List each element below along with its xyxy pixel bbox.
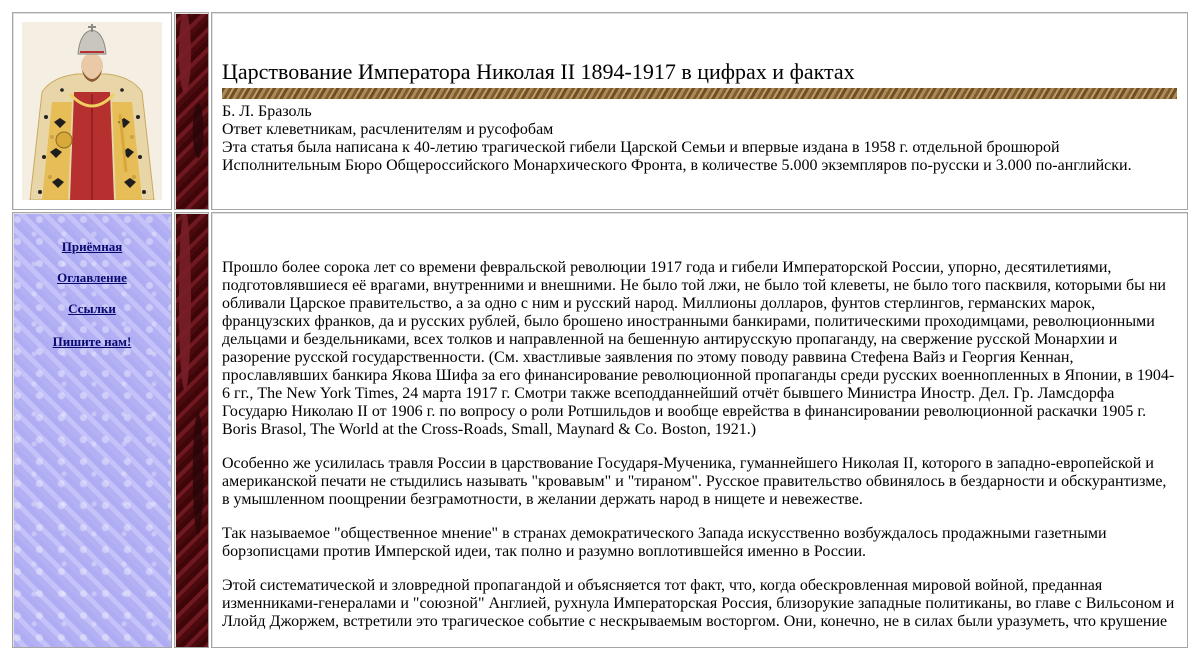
nav-link-links[interactable]: Ссылки (68, 301, 116, 316)
nav-link-reception[interactable]: Приёмная (61, 239, 123, 254)
article-paragraph: Прошло более сорока лет со времени февральской революции 1917 года и гибели Императорской России, упорно, десятилетиями, подготовлявшиеся её врагами, внутренними и внешними. Не было той лжи, не было той клеветы, не было того пасквиля, которыми бы ни обливали Царское правительство, а за одно с ним и русский народ. Миллионы долларов, фунтов стерлингов, германских марок, французских франков, да и русских рублей, было брошено иностранными банкирами, политическими проходимцами, революционными дельцами и бездельниками, всех толков и направленной на бешенную антирусскую пропаганду, на свержение русской Монархии и разорение русской государственности. (См. хвастливые заявления по этому поводу раввина Стефена Вайз и Георгия Кеннан, прославлявших банкира Якова Шифа за его финансирование революционной пропаганды среди русских военнопленных в Японии, в 1904-6 гг., The New York Times, 24 марта 1917 г. Смотри также всеподданнейший отчёт бывшего Министра Иностр. Дел. Гр. Ламсдорфа Государю Николаю II от 1906 г. по вопросу о роли Ротшильдов и вообще еврейства в финансировании революционной раскачки 1905 г. Boris Brasol, The World at the Cross-Roads, Small, Maynard & Co. Boston, 1921.) (222, 259, 1175, 438)
page-layout (10, 10, 1190, 650)
page-title: Царствование Императора Николая II 1894-1917 в цифрах и фактах (222, 59, 855, 84)
header-cell (211, 12, 1188, 210)
portrait-cell (12, 12, 172, 210)
decorative-stripe-top (174, 12, 209, 210)
article-body (211, 212, 1188, 648)
tsar-portrait (22, 22, 162, 200)
sidebar-nav (12, 212, 172, 648)
nav-list (13, 213, 171, 350)
article-paragraph: Так называемое "общественное мнение" в странах демократического Запада искусственно возбуждалось продажными газетными борзописцами против Имперской идеи, так полно и разумно воплотившейся именно в России. (222, 525, 1107, 560)
article-paragraph: Особенно же усилилась травля России в царствование Государя-Мученика, гуманнейшего Николая II, которого в западно-европейской и американской печати не стыдились называть "кровавым" и "тираном". Русское правительство обвинялось в бездарности и обскурантизме, в умышленном поощрении безграмотности, в желании держать народ в нищете и невежестве. (222, 455, 1167, 508)
title-divider (222, 88, 1177, 99)
decorative-stripe-bottom (174, 212, 209, 648)
publication-note-line-2: Исполнительным Бюро Общероссийского Монархического Фронта, в количестве 5.000 экземпляров по-русски и 3.000 по-английски. (222, 157, 1132, 174)
article-subtitle: Ответ клеветникам, расчленителям и русофобам (222, 121, 554, 138)
nav-link-write-us[interactable]: Пишите нам! (52, 334, 132, 349)
tsar-portrait-image (22, 22, 162, 200)
publication-note-line-1: Эта статья была написана к 40-летию трагической гибели Царской Семьи и впервые издана в 1958 г. отдельной брошюрой (222, 139, 1060, 156)
article-paragraph: Этой систематической и зловредной пропагандой и объясняется тот факт, что, когда обескровленная мировой войной, преданная изменниками-генералами и "союзной" Англией, рухнула Императорская Россия, близорукие западные политиканы, во главе с Вильсоном и Ллойд Джоржем, встретили это трагическое событие с нескрываемым восторгом. Они, конечно, не в силах были уразуметь, что крушение (222, 577, 1175, 630)
nav-link-contents[interactable]: Оглавление (57, 270, 127, 285)
author-name: Б. Л. Бразоль (222, 103, 312, 120)
